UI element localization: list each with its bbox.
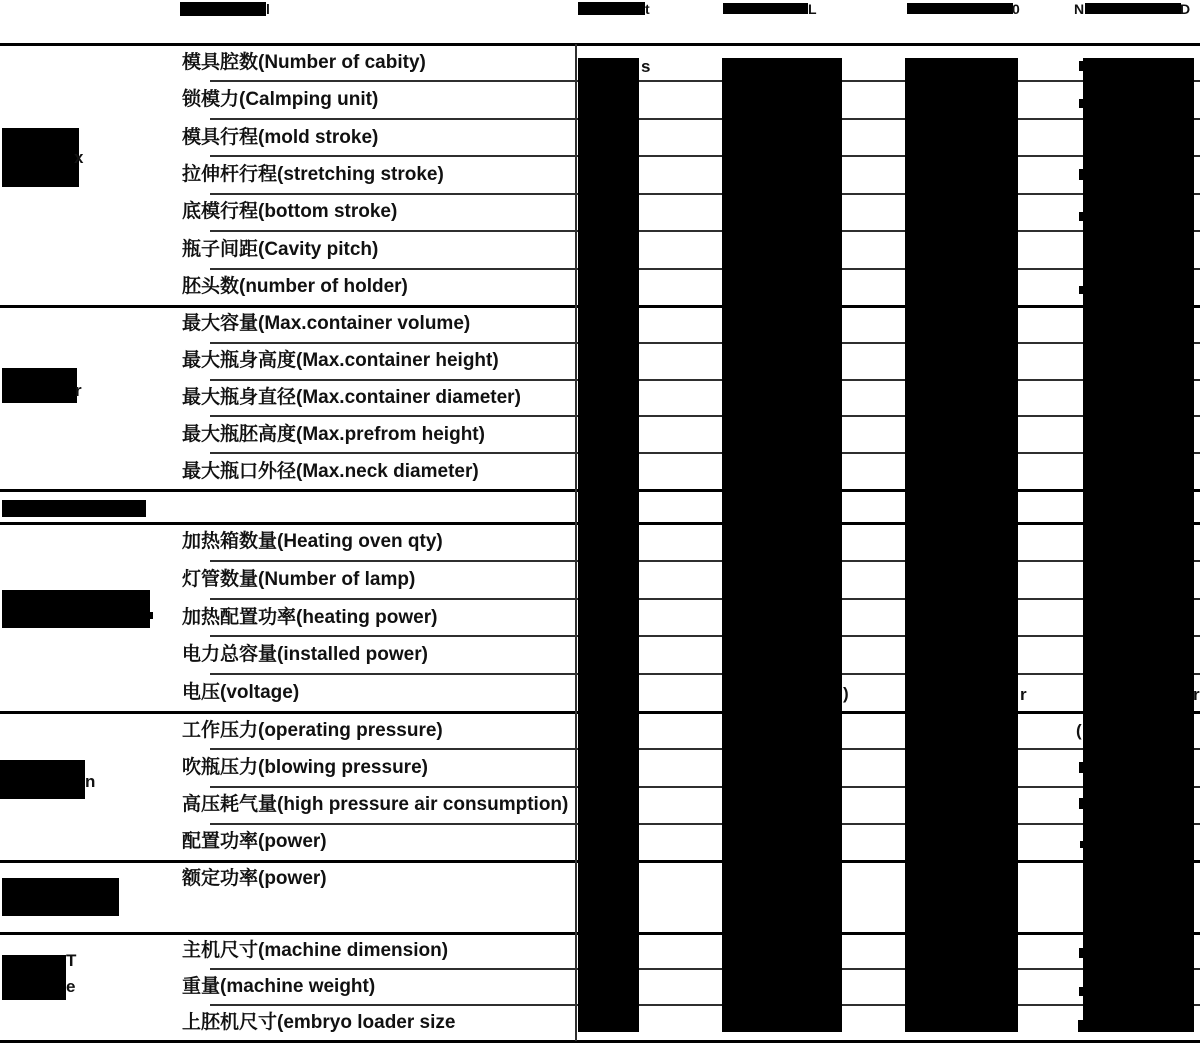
redacted-header-box: [578, 2, 645, 15]
row-divider: [210, 80, 1200, 82]
row-label: 电力总容量(installed power): [182, 644, 428, 665]
redacted-header-box: [723, 3, 808, 14]
row-divider: [210, 230, 1200, 232]
section-rule: [0, 1040, 1200, 1043]
row-divider: [210, 748, 1200, 750]
row-label: 最大瓶身高度(Max.container height): [182, 350, 499, 371]
redacted-group-label-heating-system: [2, 590, 150, 628]
value-peek-fragment: [1079, 798, 1083, 809]
group-label-peek-char: x: [74, 148, 84, 167]
row-label: 加热箱数量(Heating oven qty): [182, 531, 443, 552]
row-divider: [210, 968, 1200, 970]
redacted-section-label: [2, 500, 146, 517]
value-peek-fragment: [1079, 987, 1083, 996]
redacted-value-column-3: [905, 58, 1018, 1032]
value-peek-char: r: [1020, 685, 1027, 704]
row-label: 吹瓶压力(blowing pressure): [182, 757, 428, 778]
value-peek-fragment: [1079, 286, 1083, 294]
row-label: 胚头数(number of holder): [182, 276, 408, 297]
row-label: 加热配置功率(heating power): [182, 607, 438, 628]
row-divider: [210, 598, 1200, 600]
row-label: 配置功率(power): [182, 831, 327, 852]
value-peek-fragment: [1080, 841, 1083, 848]
row-divider: [210, 452, 1200, 454]
row-label: 最大容量(Max.container volume): [182, 313, 471, 334]
value-peek-char: r: [1193, 685, 1200, 704]
header-peek-char: 0: [1012, 1, 1020, 17]
redacted-group-label-machine-size: [2, 955, 66, 1000]
row-divider: [210, 635, 1200, 637]
header-peek-char: L: [808, 1, 817, 17]
row-divider: [210, 118, 1200, 120]
row-divider: [210, 379, 1200, 381]
row-label: 重量(machine weight): [182, 976, 376, 997]
row-divider: [210, 268, 1200, 270]
row-label: 拉伸杆行程(stretching stroke): [182, 164, 444, 185]
row-divider: [210, 560, 1200, 562]
row-label: 灯管数量(Number of lamp): [182, 569, 416, 590]
value-peek-fragment: [1079, 99, 1083, 108]
header-peek-char: t: [645, 1, 650, 17]
row-label: 模具腔数(Number of cabity): [182, 52, 426, 73]
value-peek-fragment: [150, 612, 153, 619]
row-divider: [210, 673, 1200, 675]
row-label: 锁模力(Calmping unit): [182, 89, 379, 110]
section-rule: [0, 43, 1200, 46]
row-divider: [210, 415, 1200, 417]
value-peek-char: s: [641, 57, 651, 76]
redacted-value-column-4: [1083, 58, 1194, 1032]
header-peek-char: N: [1074, 1, 1085, 17]
group-label-peek-char: T: [66, 951, 77, 970]
redacted-value-column-2: [722, 58, 842, 1032]
value-peek-fragment: [1079, 169, 1083, 180]
row-label: 主机尺寸(machine dimension): [182, 940, 449, 961]
value-peek-fragment: [1078, 1020, 1083, 1032]
header-peek-char: D: [1180, 1, 1191, 17]
row-label: 底模行程(bottom stroke): [182, 201, 398, 222]
header-peek-char: l: [266, 1, 270, 17]
redacted-header-box: [907, 3, 1013, 14]
redacted-header-box: [180, 2, 266, 16]
value-peek-fragment: [1079, 948, 1083, 958]
row-label: 最大瓶胚高度(Max.prefrom height): [182, 424, 485, 445]
row-label: 工作压力(operating pressure): [182, 720, 443, 741]
row-label: 电压(voltage): [182, 682, 300, 703]
group-label-peek-char: r: [75, 381, 82, 400]
value-peek-fragment: [1079, 212, 1083, 221]
row-label: 最大瓶身直径(Max.container diameter): [182, 387, 521, 408]
redacted-value-column-1: [578, 58, 639, 1032]
row-label: 模具行程(mold stroke): [182, 127, 379, 148]
value-peek-fragment: [1079, 61, 1083, 71]
row-divider: [210, 823, 1200, 825]
row-label: 额定功率(power): [182, 868, 327, 889]
group-label-peek-char: n: [85, 772, 96, 791]
row-label: 高压耗气量(high pressure air consumption): [182, 794, 569, 815]
redacted-header-box: [1085, 3, 1181, 14]
row-divider: [210, 155, 1200, 157]
value-peek-fragment: [1079, 762, 1083, 773]
row-label: 最大瓶口外径(Max.neck diameter): [182, 461, 479, 482]
row-divider: [210, 193, 1200, 195]
row-divider: [210, 786, 1200, 788]
value-peek-char: (: [1076, 721, 1082, 740]
redacted-group-label-rated-power: [2, 878, 119, 916]
redacted-group-label-clamping-unit: [2, 128, 79, 187]
redacted-group-label-container: [2, 368, 77, 403]
group-label-peek-char: e: [66, 977, 76, 996]
value-peek-char: ): [843, 684, 849, 703]
row-label: 上胚机尺寸(embryo loader size: [182, 1012, 456, 1033]
redacted-group-label-air-system: [0, 760, 85, 799]
row-divider: [210, 342, 1200, 344]
row-divider: [210, 1004, 1200, 1006]
row-label: 瓶子间距(Cavity pitch): [182, 239, 379, 260]
